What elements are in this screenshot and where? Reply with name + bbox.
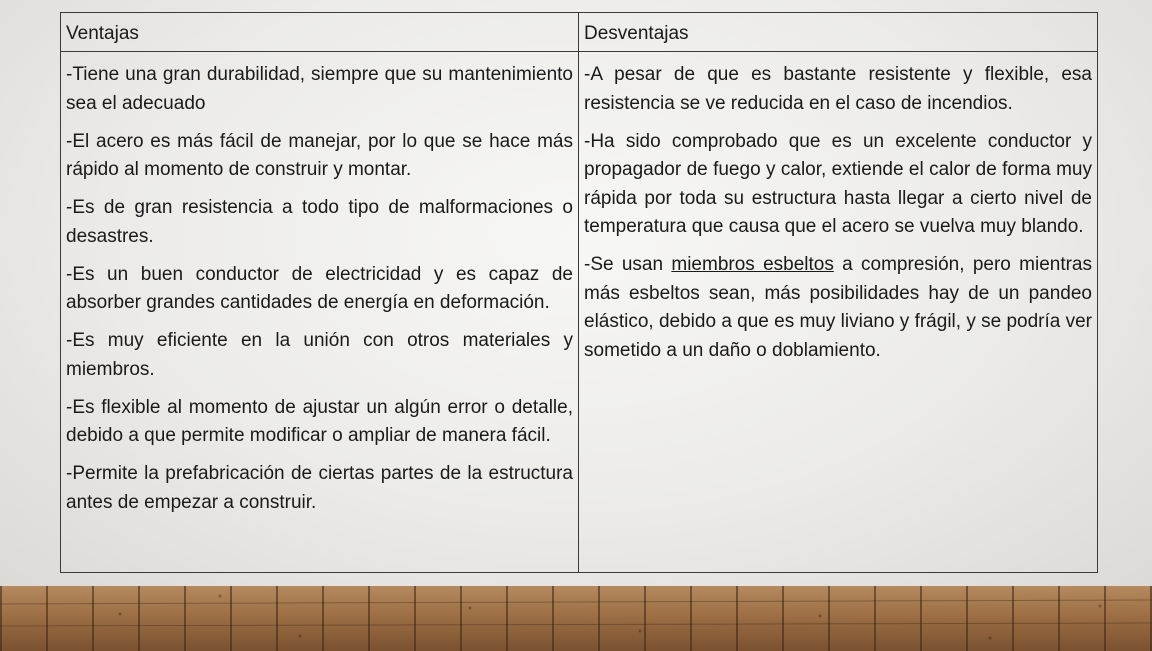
desventaja-suffix: a compresión, pero mientras más esbeltos sean, más posibilidades hay de un pandeo elástico, debido a que es muy liviano y frágil, y se podría ver sometido a un daño o doblamiento. [584, 254, 1093, 361]
desventaja-item: -Ha sido comprobado que es un excelente conductor y propagador de fuego y calor, extiende el calor de forma muy rápida por toda su estructura hasta llegar a cierto nivel de temperatura que causa que el acero se vuelva muy blando. [584, 130, 1092, 237]
ventaja-item: -Es un buen conductor de electricidad y es capaz de absorber grandes cantidades de energía en deformación. [66, 263, 573, 313]
table-body-row [61, 52, 1097, 572]
comparison-table [60, 12, 1098, 573]
desventaja-item [584, 251, 1092, 365]
wood-floor [0, 586, 1152, 651]
ventaja-item: -Es flexible al momento de ajustar un algún error o detalle, debido a que permite modificar o ampliar de manera fácil. [66, 396, 573, 446]
ventaja-item: -Es de gran resistencia a todo tipo de malformaciones o desastres. [66, 197, 573, 247]
desventaja-prefix: -Se usan [584, 254, 672, 275]
wood-grain-decoration [0, 586, 1152, 651]
ventajas-cell [61, 52, 579, 572]
desventaja-item: -A pesar de que es bastante resistente y flexible, esa resistencia se ve reducida en el caso de incendios. [584, 64, 1092, 114]
ventaja-item: -Tiene una gran durabilidad, siempre que su mantenimiento sea el adecuado [66, 64, 573, 114]
ventaja-item: -Permite la prefabricación de ciertas partes de la estructura antes de empezar a construir. [66, 463, 573, 513]
underlined-term: miembros esbeltos [671, 254, 834, 275]
ventaja-item: -El acero es más fácil de manejar, por lo que se hace más rápido al momento de construir y montar. [66, 130, 573, 180]
desventajas-cell [579, 52, 1097, 572]
table-header-row [61, 13, 1097, 52]
header-ventajas: Ventajas [61, 13, 579, 51]
ventaja-item: -Es muy eficiente en la unión con otros materiales y miembros. [66, 330, 573, 380]
header-desventajas: Desventajas [584, 23, 689, 44]
